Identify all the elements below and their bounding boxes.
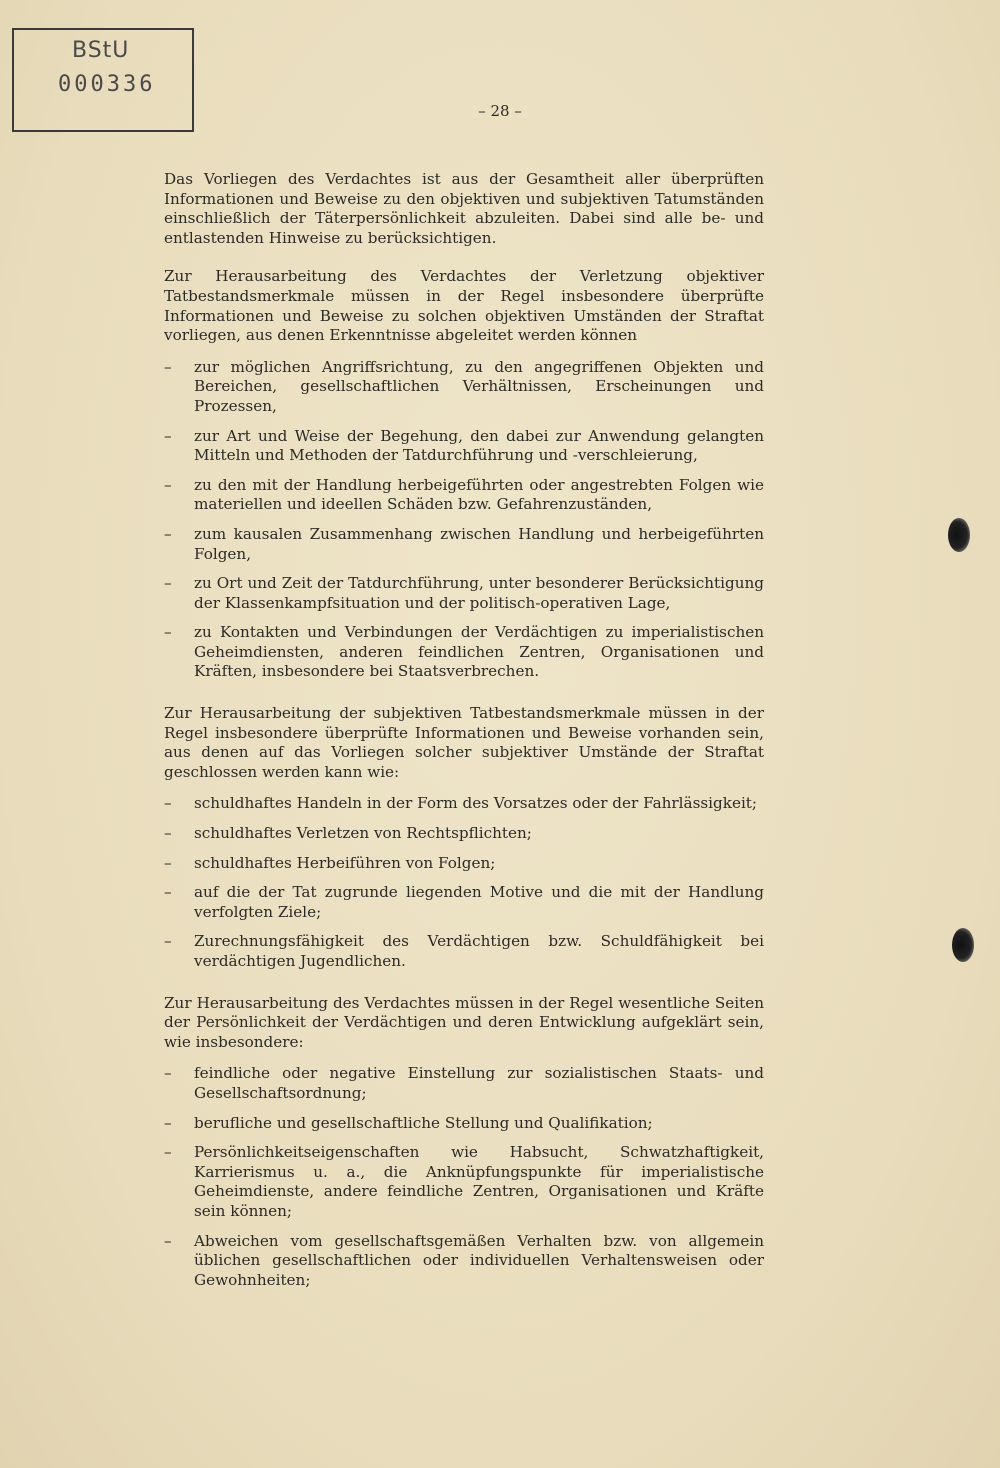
list-item: – zum kausalen Zusammenhang zwischen Handlung und herbeigeführten Folgen, <box>164 524 764 563</box>
paragraph: Zur Herausarbeitung der subjektiven Tatbestandsmerkmale müssen in der Regel insbesondere überprüfte Informationen und Beweise vorhanden sein, aus denen auf das Vorliegen solcher subjektiver Umstände der Straftat geschlossen werden kann wie: <box>164 704 764 781</box>
stamp-label: BStU <box>72 38 130 63</box>
list-item: – schuldhaftes Verletzen von Rechtspflichten; <box>164 824 532 843</box>
list-item: – zu Ort und Zeit der Tatdurchführung, unter besonderer Berücksichtigung der Klassenkampfsituation und der politisch-operativen Lage, <box>164 574 764 612</box>
list-item: – auf die der Tat zugrunde liegenden Motive und die mit der Handlung verfolgten Ziele; <box>164 883 764 921</box>
stamp-number: 000336 <box>58 72 156 97</box>
paragraph: Zur Herausarbeitung des Verdachtes der Verletzung objektiver Tatbestandsmerkmale müssen in der Regel insbesondere überprüfte Informationen und Beweise zu solchen objektiven Umständen der Straftat vorliegen, aus denen Erkenntnisse abgeleitet werden können <box>164 267 764 345</box>
personality-list <box>164 1064 764 1290</box>
list-item: – zur Art und Weise der Begehung, den dabei zur Anwendung gelangten Mitteln und Methoden der Tatdurchführung und -verschleierung, <box>164 426 764 465</box>
punch-hole <box>952 928 974 962</box>
list-item: – schuldhaftes Herbeiführen von Folgen; <box>164 853 496 872</box>
list-item: – schuldhaftes Handeln in der Form des Vorsatzes oder der Fahrlässigkeit; <box>164 794 758 813</box>
list-item: – feindliche oder negative Einstellung zur sozialistischen Staats- und Gesellschaftsordnung; <box>164 1064 764 1102</box>
list-item: – Persönlichkeitseigenschaften wie Habsucht, Schwatzhaftigkeit, Karrierismus u. a., die Anknüpfungspunkte für imperialistische Geheimdienste, andere feindliche Zentren, Organisationen und Kräfte sein können; <box>164 1143 764 1220</box>
paragraph: Das Vorliegen des Verdachtes ist aus der Gesamtheit aller überprüften Informationen und Beweise zu den objektiven und subjektiven Tatumständen einschließlich der Täterpersönlichkeit abzuleiten. Dabei sind alle be- und entlastenden Hinweise zu berücksichtigen. <box>164 170 764 247</box>
list-item: – zu Kontakten und Verbindungen der Verdächtigen zu imperialistischen Geheimdiensten, anderen feindlichen Zentren, Organisationen und Kräften, insbesondere bei Staatsverbrechen. <box>164 623 764 681</box>
list-item: – zu den mit der Handlung herbeigeführten oder angestrebten Folgen wie materiellen und ideellen Schäden bzw. Gefahrenzuständen, <box>164 475 764 514</box>
page-number: – 28 – <box>478 102 522 120</box>
body-text <box>164 170 764 1312</box>
list-item: – berufliche und gesellschaftliche Stellung und Qualifikation; <box>164 1113 653 1132</box>
list-item: – Zurechnungsfähigkeit des Verdächtigen bzw. Schuldfähigkeit bei verdächtigen Jugendlichen. <box>164 932 764 970</box>
list-item: – zur möglichen Angriffsrichtung, zu den angegriffenen Objekten und Bereichen, gesellschaftlichen Verhältnissen, Erscheinungen und Prozessen, <box>164 357 764 415</box>
subjective-list <box>164 794 764 971</box>
objective-list <box>164 358 764 682</box>
punch-hole <box>948 518 970 552</box>
paragraph: Zur Herausarbeitung des Verdachtes müssen in der Regel wesentliche Seiten der Persönlichkeit der Verdächtigen und deren Entwicklung aufgeklärt sein, wie insbesondere: <box>164 993 764 1051</box>
list-item: – Abweichen vom gesellschaftsgemäßen Verhalten bzw. von allgemein üblichen gesellschaftlichen oder individuellen Verhaltensweisen oder Gewohnheiten; <box>164 1231 764 1289</box>
